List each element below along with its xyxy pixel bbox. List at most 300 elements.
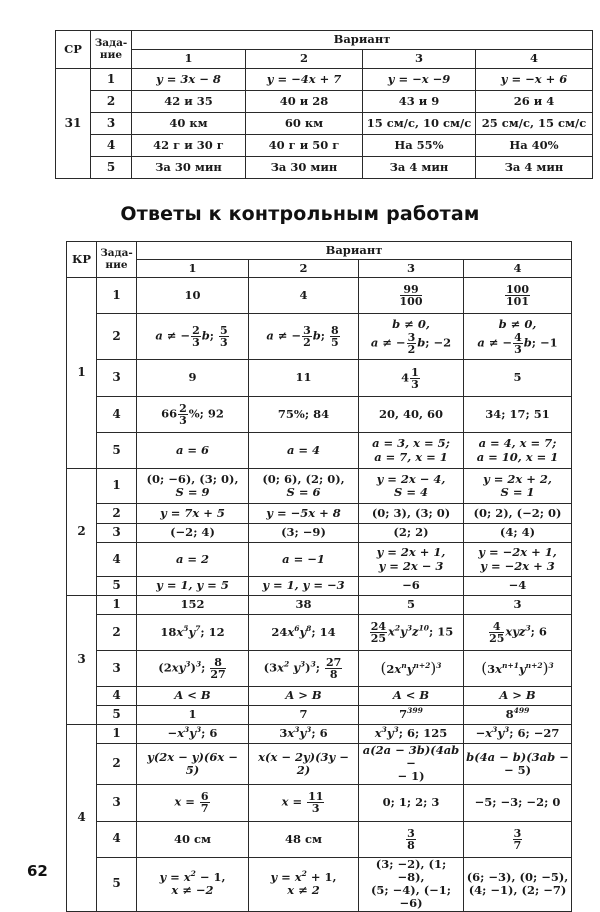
answer-cell-variant-3 [359, 278, 464, 314]
math-text: a(2a − 3b)(4ab − [362, 743, 460, 771]
text: На 40% [509, 137, 559, 152]
answer-cell-variant-4 [464, 596, 572, 615]
answer-cell-variant-2 [249, 725, 359, 744]
answer-cell-variant-1 [137, 397, 249, 433]
answer-cell-variant-3 [359, 784, 464, 821]
fraction-numerator: 3 [407, 330, 416, 344]
exponent: 3 [504, 725, 510, 735]
math-text: x [287, 624, 295, 639]
task-number: 5 [97, 577, 137, 596]
fraction [307, 791, 324, 814]
answer-cell-variant-2 [246, 135, 363, 157]
text: ; 6; 125 [398, 726, 448, 741]
text: 4 [299, 287, 308, 302]
group-label: 1 [67, 278, 97, 469]
fraction-numerator: 2 [192, 324, 200, 337]
answer-cell-variant-1 [137, 469, 249, 504]
answer-cell-variant-2 [246, 113, 363, 135]
text: ; 6 [311, 726, 328, 741]
text: (0; 2), (−2; 0) [473, 505, 562, 520]
answer-cell-variant-2 [249, 784, 359, 821]
table-row [56, 91, 593, 113]
table-row [67, 821, 572, 857]
math-text: xy [171, 660, 186, 675]
text: (5; −4), (−1; −6) [370, 883, 452, 911]
math-text: y = −2x + 3 [480, 558, 555, 573]
answer-cell-variant-1 [137, 744, 249, 785]
answer-cell-variant-3 [363, 69, 476, 91]
math-text: x [287, 726, 295, 741]
answer-cell-variant-4 [476, 113, 593, 135]
text: 0; 1; 2; 3 [382, 795, 440, 810]
fraction-numerator: 2 [179, 402, 187, 415]
math-text: x(x − 2y)(3y − 2) [258, 749, 349, 777]
text: 42 и 35 [164, 93, 213, 108]
text: 75%; 84 [277, 406, 330, 421]
exponent: 3 [381, 725, 387, 735]
answer-cell-variant-3 [359, 577, 464, 596]
answer-cell-variant-2 [249, 615, 359, 651]
math-text: y [386, 726, 394, 741]
math-text: S = 1 [500, 485, 535, 499]
table-row [67, 543, 572, 577]
text: ; 14 [311, 624, 336, 639]
text: (3; −9) [281, 525, 326, 540]
fraction-denominator: 3 [411, 377, 419, 391]
answer-cell-variant-1 [137, 504, 249, 524]
text: ; −2 [425, 335, 452, 350]
header-variant-1: 1 [137, 260, 249, 278]
math-text: A > B [285, 688, 322, 703]
table-row [67, 469, 572, 504]
fraction [513, 828, 523, 851]
answer-cell-variant-3 [359, 821, 464, 857]
text: 9 [188, 370, 197, 385]
text: (4; −1), (2; −7) [468, 883, 567, 898]
text: −4 [508, 578, 527, 593]
math-text: x [388, 624, 395, 639]
fraction-denominator: 25 [370, 632, 387, 645]
fraction [370, 621, 387, 644]
answer-cell-variant-1 [137, 596, 249, 615]
table-row [67, 360, 572, 397]
bottom-table-body [67, 278, 572, 912]
text: За 4 мин [389, 159, 449, 174]
exponent: n [401, 661, 407, 671]
table-row [67, 314, 572, 360]
answer-cell-variant-3 [363, 91, 476, 113]
header-variant-1: 1 [132, 50, 246, 69]
math-text: x [374, 726, 382, 741]
answer-cell-variant-4 [464, 278, 572, 314]
math-text: x = [174, 794, 199, 809]
answer-cell-variant-4 [464, 651, 572, 687]
task-number: 4 [97, 543, 137, 577]
header-group-column: СР [56, 31, 91, 69]
exponent: 499 [513, 706, 530, 716]
math-text: a ≠ − [370, 335, 406, 350]
math-text: y = 1, y = 5 [156, 578, 229, 593]
fraction-denominator: 2 [407, 342, 416, 356]
text: ; [315, 660, 325, 675]
task-number: 5 [97, 706, 137, 725]
task-number: 1 [97, 469, 137, 504]
text: (0; 3), (3; 0) [371, 505, 451, 520]
exponent: 3 [406, 623, 413, 633]
math-text: y [518, 661, 526, 676]
answer-cell-variant-2 [249, 360, 359, 397]
exponent: 3 [525, 623, 531, 633]
exponent: 3 [294, 725, 300, 735]
header-variant-3: 3 [359, 260, 464, 278]
exponent: 8 [306, 624, 312, 634]
task-number: 2 [97, 615, 137, 651]
answer-cell-variant-3 [363, 135, 476, 157]
parenthesis: ( [380, 658, 387, 677]
table-row [67, 651, 572, 687]
answer-cell-variant-4 [464, 857, 572, 911]
answer-cell-variant-4 [464, 433, 572, 469]
answer-cell-variant-1 [137, 577, 249, 596]
task-number: 1 [91, 69, 132, 91]
page-number: 62 [27, 862, 48, 880]
answer-cell-variant-3 [359, 615, 464, 651]
text: 43 и 9 [398, 93, 440, 108]
math-text: A < B [392, 688, 430, 703]
answer-cell-variant-4 [464, 615, 572, 651]
math-text: A > B [499, 688, 536, 703]
parenthesis: ) [542, 658, 549, 677]
answer-cell-variant-2 [249, 504, 359, 524]
table-row [67, 744, 572, 785]
answer-cell-variant-3 [359, 651, 464, 687]
exponent: 5 [183, 624, 189, 634]
answer-cell-variant-1 [132, 135, 246, 157]
fraction-numerator: 3 [513, 826, 522, 840]
answer-cell-variant-3 [359, 314, 464, 360]
text: ) [305, 660, 311, 675]
text: За 4 мин [504, 159, 564, 174]
math-text: x [394, 661, 402, 676]
fraction [400, 284, 423, 307]
task-number: 3 [91, 113, 132, 135]
fraction-denominator: 3 [514, 342, 522, 356]
text: 18 [160, 624, 177, 639]
header-task-label: Зада- ние [100, 247, 133, 271]
exponent: 3 [436, 661, 442, 671]
answer-cell-variant-1 [137, 821, 249, 857]
independent-work-answers-table [55, 30, 593, 179]
answer-cell-variant-2 [249, 278, 359, 314]
fraction-numerator: 1 [411, 365, 419, 379]
answer-cell-variant-2 [249, 543, 359, 577]
answer-cell-variant-1 [132, 157, 246, 179]
math-text: y = −2x + 1, [478, 545, 557, 560]
text: 10 [184, 287, 201, 302]
text: 11 [295, 370, 312, 385]
answer-cell-variant-1 [137, 687, 249, 706]
answer-cell-variant-4 [464, 687, 572, 706]
parenthesis: ) [430, 658, 437, 677]
answer-cell-variant-2 [249, 433, 359, 469]
text: На 55% [394, 137, 444, 152]
fraction-denominator: 8 [407, 838, 415, 852]
text: 34; 17; 51 [485, 406, 550, 421]
fraction-numerator: 4 [489, 621, 504, 633]
text: 1 [188, 707, 197, 722]
answer-cell-variant-3 [359, 469, 464, 504]
task-number: 3 [97, 651, 137, 687]
math-text: b [417, 335, 426, 350]
exponent: 3 [299, 659, 306, 669]
fraction-denominator: 27 [210, 668, 226, 681]
text: (0; −6), (3; 0), [146, 471, 239, 486]
table-row [56, 69, 593, 91]
math-text: y = −5x + 8 [266, 505, 341, 520]
answer-cell-variant-4 [464, 577, 572, 596]
text: ; [201, 660, 210, 675]
answer-cell-variant-2 [249, 397, 359, 433]
answer-cell-variant-2 [249, 596, 359, 615]
math-text: y [406, 661, 414, 676]
text: 38 [295, 597, 312, 612]
table-row [67, 577, 572, 596]
math-text: S = 4 [394, 485, 428, 499]
task-number: 2 [97, 744, 137, 785]
fraction-numerator: 3 [407, 826, 415, 840]
text: −5; −3; −2; 0 [474, 795, 561, 810]
math-text: x [177, 726, 185, 741]
math-text: a = 10, x = 1 [476, 449, 559, 464]
exponent: n+1 [502, 661, 519, 671]
answer-cell-variant-3 [359, 433, 464, 469]
answer-cell-variant-4 [464, 397, 572, 433]
math-text: y(2x − y)(6x − 5) [147, 749, 238, 777]
math-text: a = 4, x = 7; [478, 436, 557, 451]
answer-cell-variant-4 [464, 469, 572, 504]
answer-cell-variant-1 [137, 278, 249, 314]
text: ; [209, 328, 219, 343]
parenthesis: ( [481, 658, 488, 677]
fraction [200, 791, 210, 814]
math-text: x ≠ 2 [287, 883, 320, 898]
math-text: x ≠ −2 [171, 883, 214, 898]
fraction-numerator: 27 [326, 656, 342, 669]
math-text: b ≠ 0, [498, 317, 537, 332]
text: За 30 мин [155, 159, 222, 174]
fraction-denominator: 7 [513, 838, 522, 852]
answer-cell-variant-1 [137, 524, 249, 543]
top-table-body [56, 69, 593, 179]
text: 24 [271, 624, 288, 639]
table-row [67, 504, 572, 524]
fraction [178, 403, 188, 426]
math-text: y = 2x − 4, [376, 471, 446, 486]
fraction [489, 621, 504, 644]
exponent: n+2 [525, 661, 543, 671]
header-variant-4: 4 [476, 50, 593, 69]
math-text: a ≠ − [477, 335, 513, 350]
answer-cell-variant-2 [249, 706, 359, 725]
exponent: 2 [283, 659, 290, 669]
math-text: a = 3, x = 5; [372, 436, 450, 451]
answer-cell-variant-4 [464, 524, 572, 543]
fraction-denominator: 5 [331, 336, 339, 349]
math-text: A < B [174, 688, 211, 703]
math-text: y = 2x + 1, [376, 545, 446, 560]
fraction [407, 332, 417, 355]
exponent: 3 [306, 725, 312, 735]
answer-cell-variant-1 [137, 706, 249, 725]
section-title: Ответы к контрольным работам [120, 203, 480, 225]
text: (2; 2) [393, 525, 429, 540]
text: 60 км [284, 115, 324, 130]
text: 42 г и 30 г [153, 137, 224, 152]
task-number: 4 [91, 135, 132, 157]
exponent: 3 [492, 725, 498, 735]
answer-cell-variant-3 [359, 543, 464, 577]
table-row [67, 857, 572, 911]
math-text: y = 7x + 5 [160, 505, 225, 520]
task-number: 1 [97, 278, 137, 314]
text: 15 см/с, 10 см/с [366, 115, 472, 130]
math-text: b ≠ 0, [392, 317, 430, 332]
fraction-denominator: 100 [399, 295, 423, 308]
fraction-denominator: 25 [489, 632, 505, 645]
exponent: 3 [195, 659, 202, 669]
fraction [410, 367, 420, 390]
header-variant-2: 2 [246, 50, 363, 69]
answer-cell-variant-3 [359, 504, 464, 524]
text: − [167, 726, 178, 741]
answer-cell-variant-1 [137, 360, 249, 397]
table-row [67, 615, 572, 651]
fraction-numerator: 100 [506, 283, 529, 296]
math-text: y [299, 624, 307, 639]
math-text: b [201, 328, 210, 343]
text: 7 [299, 707, 308, 722]
header-variant-3: 3 [363, 50, 476, 69]
answer-cell-variant-3 [359, 744, 464, 785]
answer-cell-variant-2 [249, 687, 359, 706]
text: (3 [263, 660, 278, 675]
text: ) [190, 660, 196, 675]
answer-cell-variant-4 [464, 504, 572, 524]
answer-cell-variant-4 [464, 725, 572, 744]
task-number: 1 [97, 596, 137, 615]
answer-cell-variant-3 [359, 596, 464, 615]
fraction [302, 325, 312, 348]
text: 66 [161, 406, 178, 421]
text: 2 [386, 661, 395, 676]
math-text: a = −1 [282, 551, 325, 566]
text: 40 см [174, 831, 211, 846]
answer-cell-variant-4 [476, 91, 593, 113]
answer-cell-variant-3 [359, 725, 464, 744]
task-number: 1 [97, 725, 137, 744]
math-text: a = 6 [175, 442, 210, 457]
table-row [67, 687, 572, 706]
text: ; −1 [531, 335, 558, 350]
fraction-numerator: 99 [400, 284, 423, 296]
math-text: y = −x + 6 [500, 71, 568, 86]
text: + 1, [306, 869, 337, 884]
exponent: 2 [394, 623, 401, 633]
fraction-numerator: 4 [514, 330, 522, 344]
text: − [475, 726, 486, 741]
answer-cell-variant-1 [137, 314, 249, 360]
fraction-denominator: 3 [220, 336, 228, 349]
math-text: y = 2x − 3 [378, 558, 444, 573]
answer-cell-variant-2 [249, 524, 359, 543]
fraction [325, 657, 342, 680]
answer-cell-variant-2 [249, 857, 359, 911]
answer-cell-variant-1 [137, 615, 249, 651]
fraction [406, 828, 416, 851]
fraction [219, 325, 229, 348]
answer-cell-variant-4 [476, 157, 593, 179]
text: За 30 мин [270, 159, 338, 174]
text: 5 [406, 597, 415, 612]
task-number: 2 [97, 504, 137, 524]
math-text: S = 9 [175, 485, 210, 499]
answer-cell-variant-1 [137, 651, 249, 687]
answer-cell-variant-1 [132, 91, 246, 113]
answer-cell-variant-3 [359, 857, 464, 911]
fraction-denominator: 3 [179, 414, 187, 427]
fraction-numerator: 6 [200, 790, 209, 804]
text: 40 г и 50 г [268, 137, 340, 152]
math-text: y = 2x + 2, [483, 471, 552, 486]
test-answers-table [66, 241, 572, 912]
answer-cell-variant-4 [464, 784, 572, 821]
header-variant-2: 2 [249, 260, 359, 278]
answer-cell-variant-2 [246, 157, 363, 179]
exponent: 3 [184, 725, 190, 735]
math-text: x [277, 660, 284, 675]
exponent: 2 [190, 869, 196, 879]
answer-cell-variant-2 [249, 469, 359, 504]
task-number: 5 [97, 857, 137, 911]
math-text: y = 1, y = −3 [262, 578, 345, 593]
group-label: 31 [56, 69, 91, 179]
text: 8 [505, 707, 514, 722]
math-text: S = 6 [286, 485, 321, 499]
task-number: 2 [97, 314, 137, 360]
text: 7 [399, 707, 408, 722]
math-text: a = 7, x = 1 [374, 449, 448, 464]
answer-cell-variant-4 [476, 135, 593, 157]
fraction [513, 332, 523, 355]
answer-cell-variant-2 [249, 821, 359, 857]
answer-cell-variant-3 [363, 113, 476, 135]
task-number: 3 [97, 784, 137, 821]
header-task-column [91, 31, 132, 69]
group-label: 3 [67, 596, 97, 725]
math-text: a = 4 [286, 442, 321, 457]
exponent: 7 [195, 624, 201, 634]
answer-cell-variant-1 [137, 543, 249, 577]
math-text: x [495, 661, 503, 676]
math-text: y [497, 726, 505, 741]
fraction [191, 325, 201, 348]
text: 3 [279, 726, 288, 741]
header-variant: Вариант [137, 242, 572, 260]
math-text: x = [281, 794, 307, 809]
answer-cell-variant-1 [132, 69, 246, 91]
text: ; [320, 328, 330, 343]
text: ; 15 [429, 624, 454, 639]
